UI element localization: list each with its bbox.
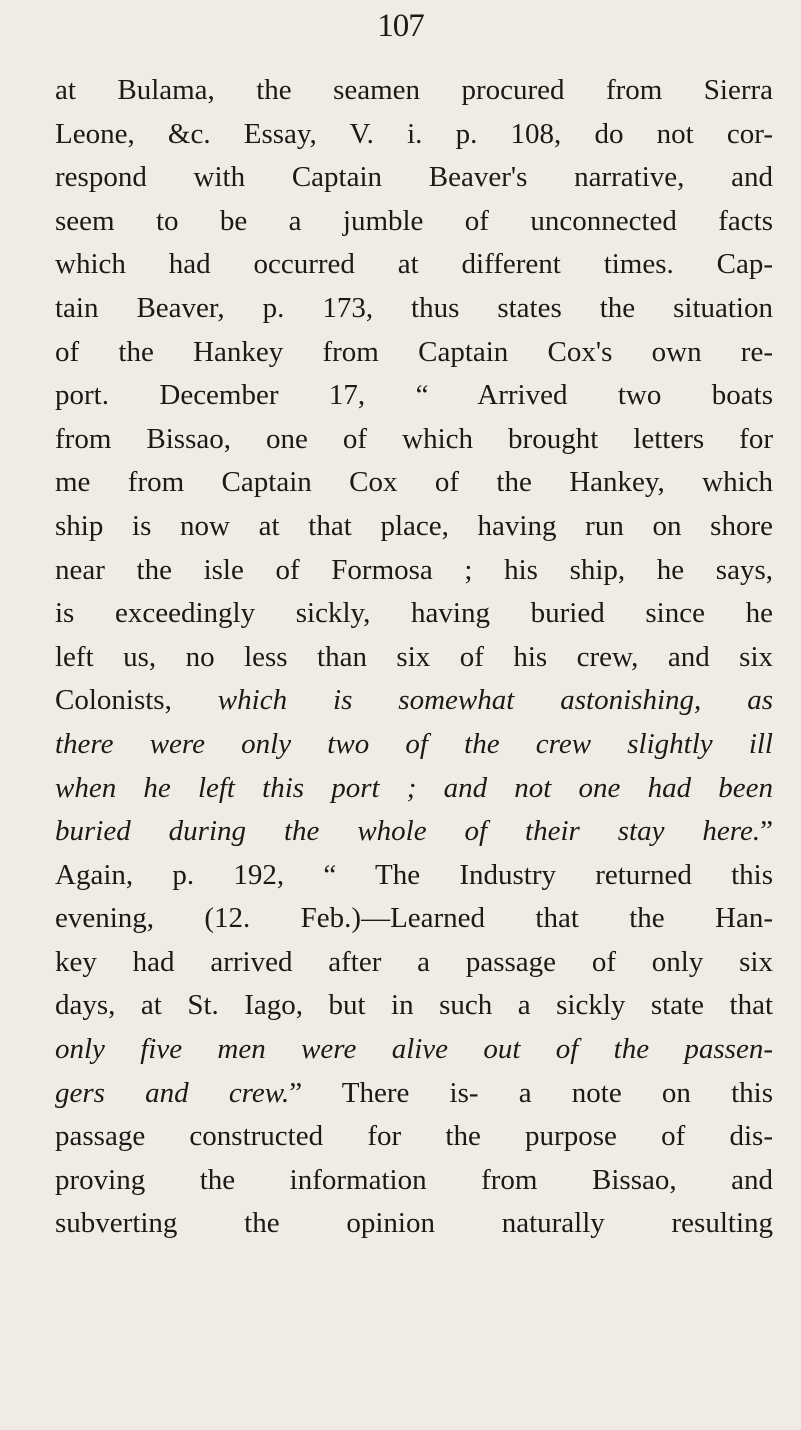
italic-text-segment: buried during the whole of their stay here. [55, 815, 761, 848]
text-segment: respond with Captain Beaver's narrative, and [55, 161, 773, 194]
text-segment: near the isle of Formosa ; his ship, he says, [55, 553, 773, 586]
text-segment: key had arrived after a passage of only six [55, 945, 773, 978]
text-line [55, 984, 773, 1028]
text-line [55, 636, 773, 680]
text-line [55, 549, 773, 593]
page-number: 107 [377, 8, 424, 44]
text-segment: is exceedingly sickly, having buried since he [55, 597, 773, 630]
text-line [55, 461, 773, 505]
text-segment: ship is now at that place, having run on shore [55, 509, 773, 542]
text-segment: days, at St. Iago, but in such a sickly state that [55, 989, 773, 1022]
text-segment: at Bulama, the seamen procured from Sierra [55, 74, 773, 106]
text-segment: proving the information from Bissao, and [55, 1163, 773, 1196]
text-segment: tain Beaver, p. 173, thus states the situation [55, 291, 773, 324]
body-text [55, 69, 773, 1246]
text-segment: ” There is- a note on this [289, 1076, 773, 1109]
text-segment: from Bissao, one of which brought letters for [55, 422, 773, 455]
text-segment: which had occurred at different times. Cap- [55, 248, 773, 281]
text-segment: passage constructed for the purpose of dis- [55, 1120, 773, 1153]
text-line [55, 113, 773, 157]
text-segment: Colonists, [55, 684, 218, 717]
text-line [55, 505, 773, 549]
text-line [55, 592, 773, 636]
text-line [55, 331, 773, 375]
text-line [55, 854, 773, 898]
text-line [55, 897, 773, 941]
text-line [55, 941, 773, 985]
text-segment: of the Hankey from Captain Cox's own re- [55, 335, 773, 368]
text-line [55, 200, 773, 244]
text-line [55, 243, 773, 287]
italic-text-segment: only five men were alive out of the passen- [55, 1033, 773, 1066]
text-line [55, 810, 773, 854]
text-line [55, 69, 773, 113]
text-segment: Leone, &c. Essay, V. i. p. 108, do not cor- [55, 117, 773, 150]
text-segment: ” [760, 815, 773, 848]
text-segment: subverting the opinion naturally resulting [55, 1207, 773, 1240]
italic-text-segment: gers and crew. [55, 1076, 290, 1109]
italic-text-segment: there were only two of the crew slightly ill [55, 727, 773, 760]
text-line [55, 679, 773, 723]
text-line [55, 374, 773, 418]
text-line [55, 287, 773, 331]
italic-text-segment: which is somewhat astonishing, as [217, 684, 773, 717]
text-segment: evening, (12. Feb.)—Learned that the Han- [55, 902, 773, 935]
text-line [55, 418, 773, 462]
text-line [55, 767, 773, 811]
text-segment: seem to be a jumble of unconnected facts [55, 204, 773, 237]
text-segment: left us, no less than six of his crew, and six [55, 640, 773, 673]
text-segment: Again, p. 192, “ The Industry returned this [55, 858, 773, 891]
text-segment: port. December 17, “ Arrived two boats [55, 379, 773, 412]
text-line [55, 1072, 773, 1116]
text-line [55, 723, 773, 767]
text-line [55, 1028, 773, 1072]
text-line [55, 156, 773, 200]
italic-text-segment: when he left this port ; and not one had been [55, 771, 773, 804]
text-line [55, 1202, 773, 1246]
text-line [55, 1159, 773, 1203]
text-segment: me from Captain Cox of the Hankey, which [55, 466, 773, 499]
text-line [55, 1115, 773, 1159]
